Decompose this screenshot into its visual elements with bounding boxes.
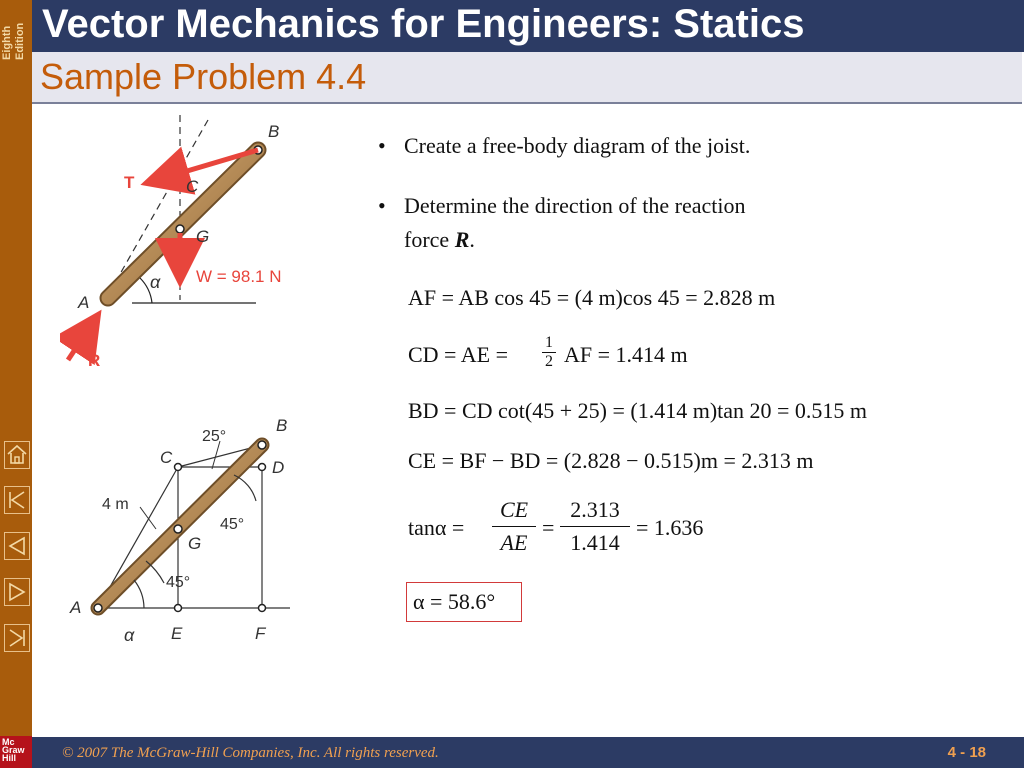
label-t: T [124, 173, 135, 192]
fraction-numerator: 1 [542, 334, 556, 353]
tan-numerator-2: 2.313 [560, 494, 630, 527]
label-alpha: α [150, 272, 161, 292]
label-g-bottom: G [188, 534, 202, 553]
mcgraw-hill-logo [0, 736, 32, 768]
point-c-bottom [175, 464, 182, 471]
answer-alpha: α = 58.6° [413, 589, 496, 614]
point-f-bottom [259, 605, 266, 612]
point-g [176, 225, 184, 233]
bullet-text-2: Determine the direction of the reaction [404, 193, 746, 218]
header [32, 0, 1024, 52]
label-45deg-upper: 45° [220, 516, 245, 533]
label-a: A [78, 293, 90, 312]
subtitle-bar [32, 52, 1022, 104]
tan-numerator-1: CE [492, 494, 536, 527]
equation-ce: CE = BF − BD = (2.828 − 0.515)m = 2.313 m [408, 448, 814, 473]
point-g-bottom [174, 525, 182, 533]
label-a-bottom: A [70, 598, 82, 617]
page-number: 4 - 18 [947, 744, 986, 761]
bullet-text-3: force [404, 227, 450, 252]
line-25-leader [212, 441, 220, 469]
edition-line-1: Eighth [1, 25, 13, 60]
fraction-denominator: 2 [545, 353, 553, 370]
answer-box [406, 582, 522, 622]
page-title: Vector Mechanics for Engineers: Statics [42, 2, 805, 46]
equation-tan-fraction-1 [492, 494, 536, 559]
copyright-text: © 2007 The McGraw-Hill Companies, Inc. All rights reserved. [62, 745, 439, 761]
label-c: C [186, 177, 199, 196]
point-e-bottom [175, 605, 182, 612]
bullet-dot: • [378, 133, 386, 158]
logo-line-2: Graw [2, 745, 25, 755]
label-d-bottom: D [272, 458, 285, 477]
page-subtitle: Sample Problem 4.4 [40, 56, 367, 97]
footer [32, 737, 1024, 768]
geometry-diagram-bottom [60, 405, 320, 650]
equation-tan-result: = 1.636 [636, 515, 704, 540]
label-b: B [268, 122, 280, 141]
tan-denominator-1: AE [500, 530, 528, 555]
label-weight: W = 98.1 N [196, 267, 282, 286]
sidebar [0, 0, 32, 768]
label-r: R [88, 351, 101, 370]
free-body-diagram-top [60, 110, 320, 380]
equation-cd-right: AF = 1.414 m [564, 342, 688, 367]
label-c-bottom: C [160, 448, 173, 467]
label-45deg-lower: 45° [166, 574, 191, 591]
point-a-bottom [94, 604, 102, 612]
label-b-bottom: B [276, 416, 288, 435]
equation-tan-left: tanα = [408, 515, 465, 540]
equation-bd: BD = CD cot(45 + 25) = (1.414 m)tan 20 = 0.515 m [408, 398, 868, 423]
arc-alpha [134, 580, 144, 608]
label-g: G [196, 227, 210, 246]
edition-label [0, 2, 32, 62]
last-slide-icon[interactable] [4, 624, 30, 652]
home-icon[interactable] [4, 441, 30, 469]
logo-line-3: Hill [2, 753, 17, 763]
label-25deg: 25° [202, 428, 227, 445]
equation-tan-fraction-2 [560, 494, 630, 559]
edition-line-2: Edition [14, 22, 26, 60]
label-f-bottom: F [255, 624, 266, 643]
equation-cd-left: CD = AE = [408, 342, 508, 367]
logo-line-1: Mc [2, 737, 15, 747]
first-slide-icon[interactable] [4, 486, 30, 514]
label-e-bottom: E [171, 624, 183, 643]
equation-cd-fraction [542, 334, 556, 371]
point-b-bottom [258, 441, 266, 449]
bullet-text-1: Create a free-body diagram of the joist. [404, 133, 751, 158]
point-d-bottom [259, 464, 266, 471]
equation-tan-equals: = [542, 515, 555, 540]
tan-denominator-2: 1.414 [570, 530, 620, 555]
label-4m: 4 m [102, 496, 129, 513]
previous-slide-icon[interactable] [4, 532, 30, 560]
equation-af: AF = AB cos 45 = (4 m)cos 45 = 2.828 m [408, 285, 776, 310]
bullet-dot: • [378, 193, 386, 218]
label-alpha-bottom: α [124, 625, 135, 645]
bullet-bold-r: R [454, 227, 470, 252]
next-slide-icon[interactable] [4, 578, 30, 606]
